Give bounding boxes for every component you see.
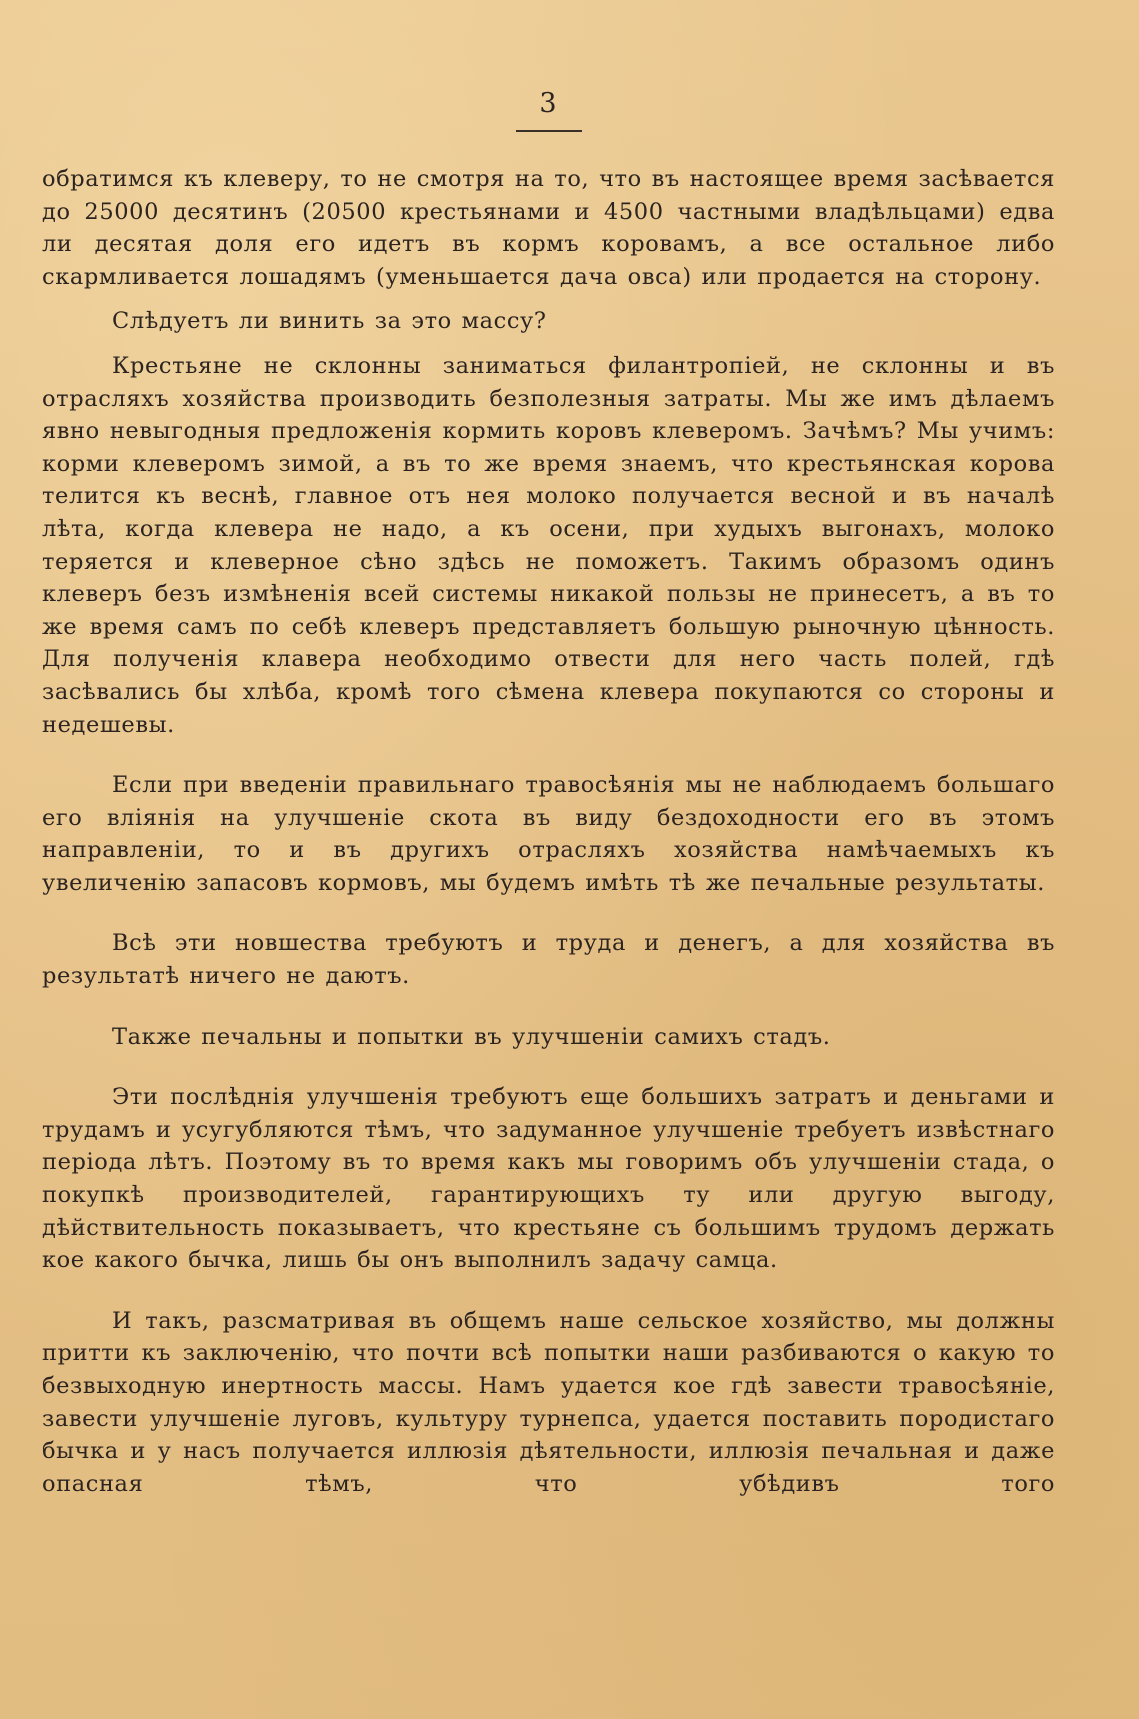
page-number-container bbox=[42, 88, 1055, 120]
body-text bbox=[42, 163, 1055, 1500]
page-number: 3 bbox=[539, 88, 558, 119]
paragraph-conclusion: И такъ, разсматривая въ общемъ наше сельское хозяйство, мы должны притти къ заключенію, что почти всѣ попытки наши разбиваются о какую то безвыходную инертность массы. Намъ удается кое гдѣ завести травосѣяніе, завести улучшеніе луговъ, культуру турнепса, удается поставить породистаго бычка и у насъ получается иллюзія дѣятельности, иллюзія печальная и даже опасная тѣмъ, что убѣдивъ того bbox=[42, 1307, 1055, 1497]
paragraph-novelties: Всѣ эти новшества требуютъ и труда и денегъ, а для хозяйства въ результатѣ ничего не даютъ. bbox=[42, 930, 1055, 990]
book-page bbox=[42, 0, 1055, 1719]
paragraph-peasants: Крестьяне не склонны заниматься филантропіей, не склонны и въ отрасляхъ хозяйства производить безполезныя затраты. Мы же имъ дѣлаемъ явно невыгодныя предложенія кормить коровъ клеверомъ. Зачѣмъ? Мы учимъ: корми клеверомъ зимой, а въ то же время знаемъ, что крестьянская корова телится къ веснѣ, главное отъ нея молоко получается весной и въ началѣ лѣта, когда клевера не надо, а къ осени, при худыхъ выгонахъ, молоко теряется и клеверное сѣно здѣсь не поможетъ. Такимъ образомъ одинъ клеверъ безъ измѣненія всей системы никакой пользы не принесетъ, а въ то же время самъ по себѣ клеверъ представляетъ большую рыночную цѣнность. Для полученія клавера необходимо отвести для него часть полей, гдѣ засѣвались бы хлѣба, кромѣ того сѣмена клевера покупаются со стороны и недешевы. bbox=[42, 352, 1055, 738]
page-number-rule bbox=[516, 130, 582, 132]
paragraph-clover-continuation: обратимся къ клеверу, то не смотря на то, что въ настоящее время засѣвается до 25000 десятинъ (20500 крестьянами и 4500 частными владѣльцами) едва ли десятая доля его идетъ въ кормъ коровамъ, а все остальное либо скармливается лошадямъ (уменьшается дача овса) или продается на сторону. bbox=[42, 166, 1055, 290]
paragraph-grass-sowing: Если при введеніи правильнаго травосѣянія мы не наблюдаемъ большаго его вліянія на улучшеніе скота въ виду бездоходности его въ этомъ направленіи, то и въ другихъ отрасляхъ хозяйства намѣчаемыхъ къ увеличенію запасовъ кормовъ, мы будемъ имѣть тѣ же печальные результаты. bbox=[42, 772, 1055, 896]
paragraph-question: Слѣдуетъ ли винить за это массу? bbox=[112, 308, 547, 335]
paragraph-herds: Также печальны и попытки въ улучшеніи самихъ стадъ. bbox=[112, 1023, 831, 1050]
paragraph-improvements: Эти послѣднія улучшенія требуютъ еще большихъ затратъ и деньгами и трудамъ и усугубляются тѣмъ, что задуманное улучшеніе требуетъ извѣстнаго періода лѣтъ. Поэтому въ то время какъ мы говоримъ объ улучшеніи стада, о покупкѣ производителей, гарантирующихъ ту или другую выгоду, дѣйствительность показываетъ, что крестьяне съ большимъ трудомъ держать кое какого бычка, лишь бы онъ выполнилъ задачу самца. bbox=[42, 1084, 1055, 1274]
